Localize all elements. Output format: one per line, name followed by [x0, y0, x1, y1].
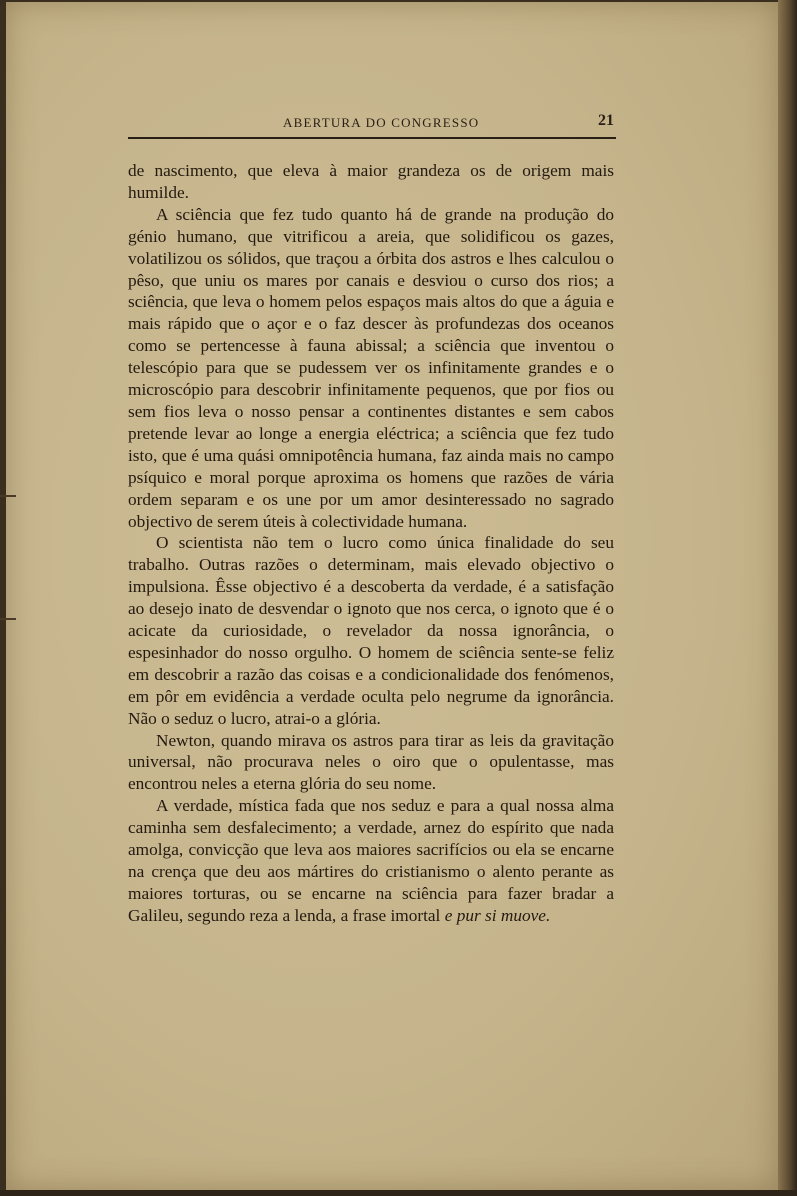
page-number: 21 — [598, 112, 614, 129]
paragraph: de nascimento, que eleva à maior grandeza os de origem mais humilde. — [128, 161, 614, 202]
margin-mark — [0, 618, 16, 620]
margin-mark — [0, 495, 16, 497]
paragraph-text: A verdade, mística fada que nos seduz e para a qual nossa alma caminha sem desfalecimento; a verdade, arnez do espírito que nada amolga, convicção que leva aos maiores sacrifícios ou ela se encarne na crença que deu aos mártires do cristianismo o alento perante as maiores torturas, ou se encarne na sciência para fazer bradar a Galileu, segundo reza a lenda, a frase imortal — [128, 796, 614, 925]
paragraph — [128, 795, 614, 926]
page-edge-shadow — [778, 0, 797, 1196]
running-head: ABERTURA DO CONGRESSO — [283, 115, 480, 130]
page-header — [128, 112, 614, 134]
body-text — [128, 160, 614, 927]
page-bottom-edge — [0, 1190, 797, 1196]
header-rule — [128, 137, 616, 139]
paragraph: O scientista não tem o lucro como única finalidade do seu trabalho. Outras razões o determinam, mais elevado objectivo o impulsiona. Êsse objectivo é a descoberta da verdade, é a satisfação ao desejo inato de desvendar o ignoto que nos cerca, o ignoto que é o acicate da curiosidade, o revelador da nossa ignorância, o espesinhador do nosso orgulho. O homem de sciência sente-se feliz em descobrir a razão das coisas e a condicionalidade dos fenómenos, em pôr em evidência a verdade oculta pelo negrume da ignorância. Não o seduz o lucro, atrai-o a glória. — [128, 533, 614, 728]
paragraph: Newton, quando mirava os astros para tirar as leis da gravitação universal, não procurava neles o oiro que o opulentasse, mas encontrou neles a eterna glória do seu nome. — [128, 730, 614, 794]
paragraph: A sciência que fez tudo quanto há de grande na produção do génio humano, que vitrificou a areia, que solidificou os gazes, volatilizou os sólidos, que traçou a órbita dos astros e lhes calculou o pêso, que uniu os mares por canais e desviou o curso dos rios; a sciência, que leva o homem pelos espaços mais altos do que a águia e mais rápido que o açor e o faz descer às profundezas dos oceanos como se pertencesse à fauna abissal; a sciência que inventou o telescópio para que se pudessem ver os infinitamente grandes e o microscópio para descobrir infinitamente pequenos, que por fios ou sem fios leva o nosso pensar a continentes distantes e sem cabos pretende levar ao longe a energia eléctrica; a sciência que fez tudo isto, que é uma quási omnipotência humana, faz ainda mais no campo psíquico e moral porque aproxima os homens que razões de vária ordem separam e os une por um amor desinteressado no sagrado objectivo de serem úteis à colectividade humana. — [128, 204, 614, 531]
italic-quote: e pur si muove. — [444, 905, 551, 925]
